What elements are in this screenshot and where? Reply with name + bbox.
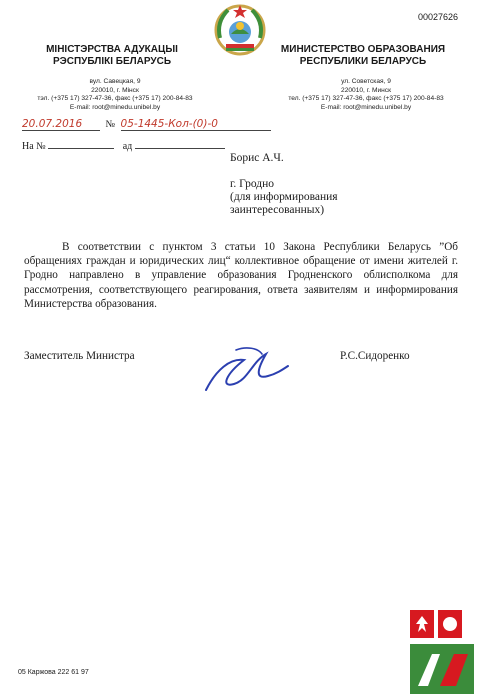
org-name-russian bbox=[268, 44, 458, 68]
number-label: № bbox=[105, 119, 116, 130]
address-email: E-mail: root@minedu.unibel.by bbox=[320, 103, 412, 111]
recipient-block bbox=[230, 152, 338, 217]
recipient-note: (для информирования bbox=[230, 191, 338, 203]
org-line: РЕСПУБЛИКИ БЕЛАРУСЬ bbox=[299, 56, 427, 67]
incoming-date-blank bbox=[135, 138, 225, 149]
document-serial-number: 00027626 bbox=[417, 12, 458, 22]
outgoing-registration bbox=[22, 118, 282, 134]
handwritten-signature-icon bbox=[196, 340, 296, 398]
coat-of-arms-icon bbox=[212, 2, 268, 58]
address-block-belarusian bbox=[20, 78, 210, 112]
org-line: РЭСПУБЛІКІ БЕЛАРУСЬ bbox=[52, 56, 172, 67]
recipient-name: Борис А.Ч. bbox=[230, 152, 284, 164]
signatory-name: Р.С.Сидоренко bbox=[340, 350, 410, 362]
from-label: ад bbox=[122, 141, 133, 152]
address-street: ул. Советская, 9 bbox=[341, 78, 391, 85]
letter-body: В соответствии с пунктом 3 статьи 10 Закона Республики Беларусь ”Об обращениях граждан и юридических лиц“ коллективное обращение от имени жителей г. Гродно направлено в управление образования Гродненского облисполкома для рассмотрения, соответствующего реагирования, ответа заявителям и информирования Министерства образования. bbox=[24, 241, 458, 310]
recipient-note: заинтересованных) bbox=[230, 204, 325, 216]
address-phone: тэл. (+375 17) 327-47-36, факс (+375 17) 200-84-83 bbox=[37, 95, 193, 103]
address-street: вул. Савецкая, 9 bbox=[89, 78, 141, 85]
incoming-label: На № bbox=[22, 141, 46, 152]
address-email: E-mail: root@minedu.unibel.by bbox=[69, 103, 161, 111]
org-line: МІНІСТЭРСТВА АДУКАЦЫІ bbox=[46, 44, 178, 55]
address-phone: тел. (+375 17) 327-47-36, факс (+375 17) 200-84-83 bbox=[288, 95, 444, 103]
footer-executor: 05 Каржова 222 61 97 bbox=[18, 669, 89, 676]
watermark-logos-icon bbox=[410, 610, 476, 696]
incoming-number-blank bbox=[48, 138, 114, 149]
address-block-russian bbox=[266, 78, 466, 112]
address-city: 220010, г. Минск bbox=[341, 86, 391, 94]
incoming-reference bbox=[22, 138, 225, 152]
signatory-title: Заместитель Министра bbox=[24, 350, 135, 362]
org-name-belarusian bbox=[22, 44, 202, 68]
registration-date: 20.07.2016 bbox=[22, 118, 100, 131]
registration-number: 05-1445-Кол-(0)-0 bbox=[121, 118, 271, 131]
recipient-city: г. Гродно bbox=[230, 178, 275, 190]
org-line: МИНИСТЕРСТВО ОБРАЗОВАНИЯ bbox=[280, 44, 446, 55]
address-city: 220010, г. Мінск bbox=[91, 86, 139, 94]
